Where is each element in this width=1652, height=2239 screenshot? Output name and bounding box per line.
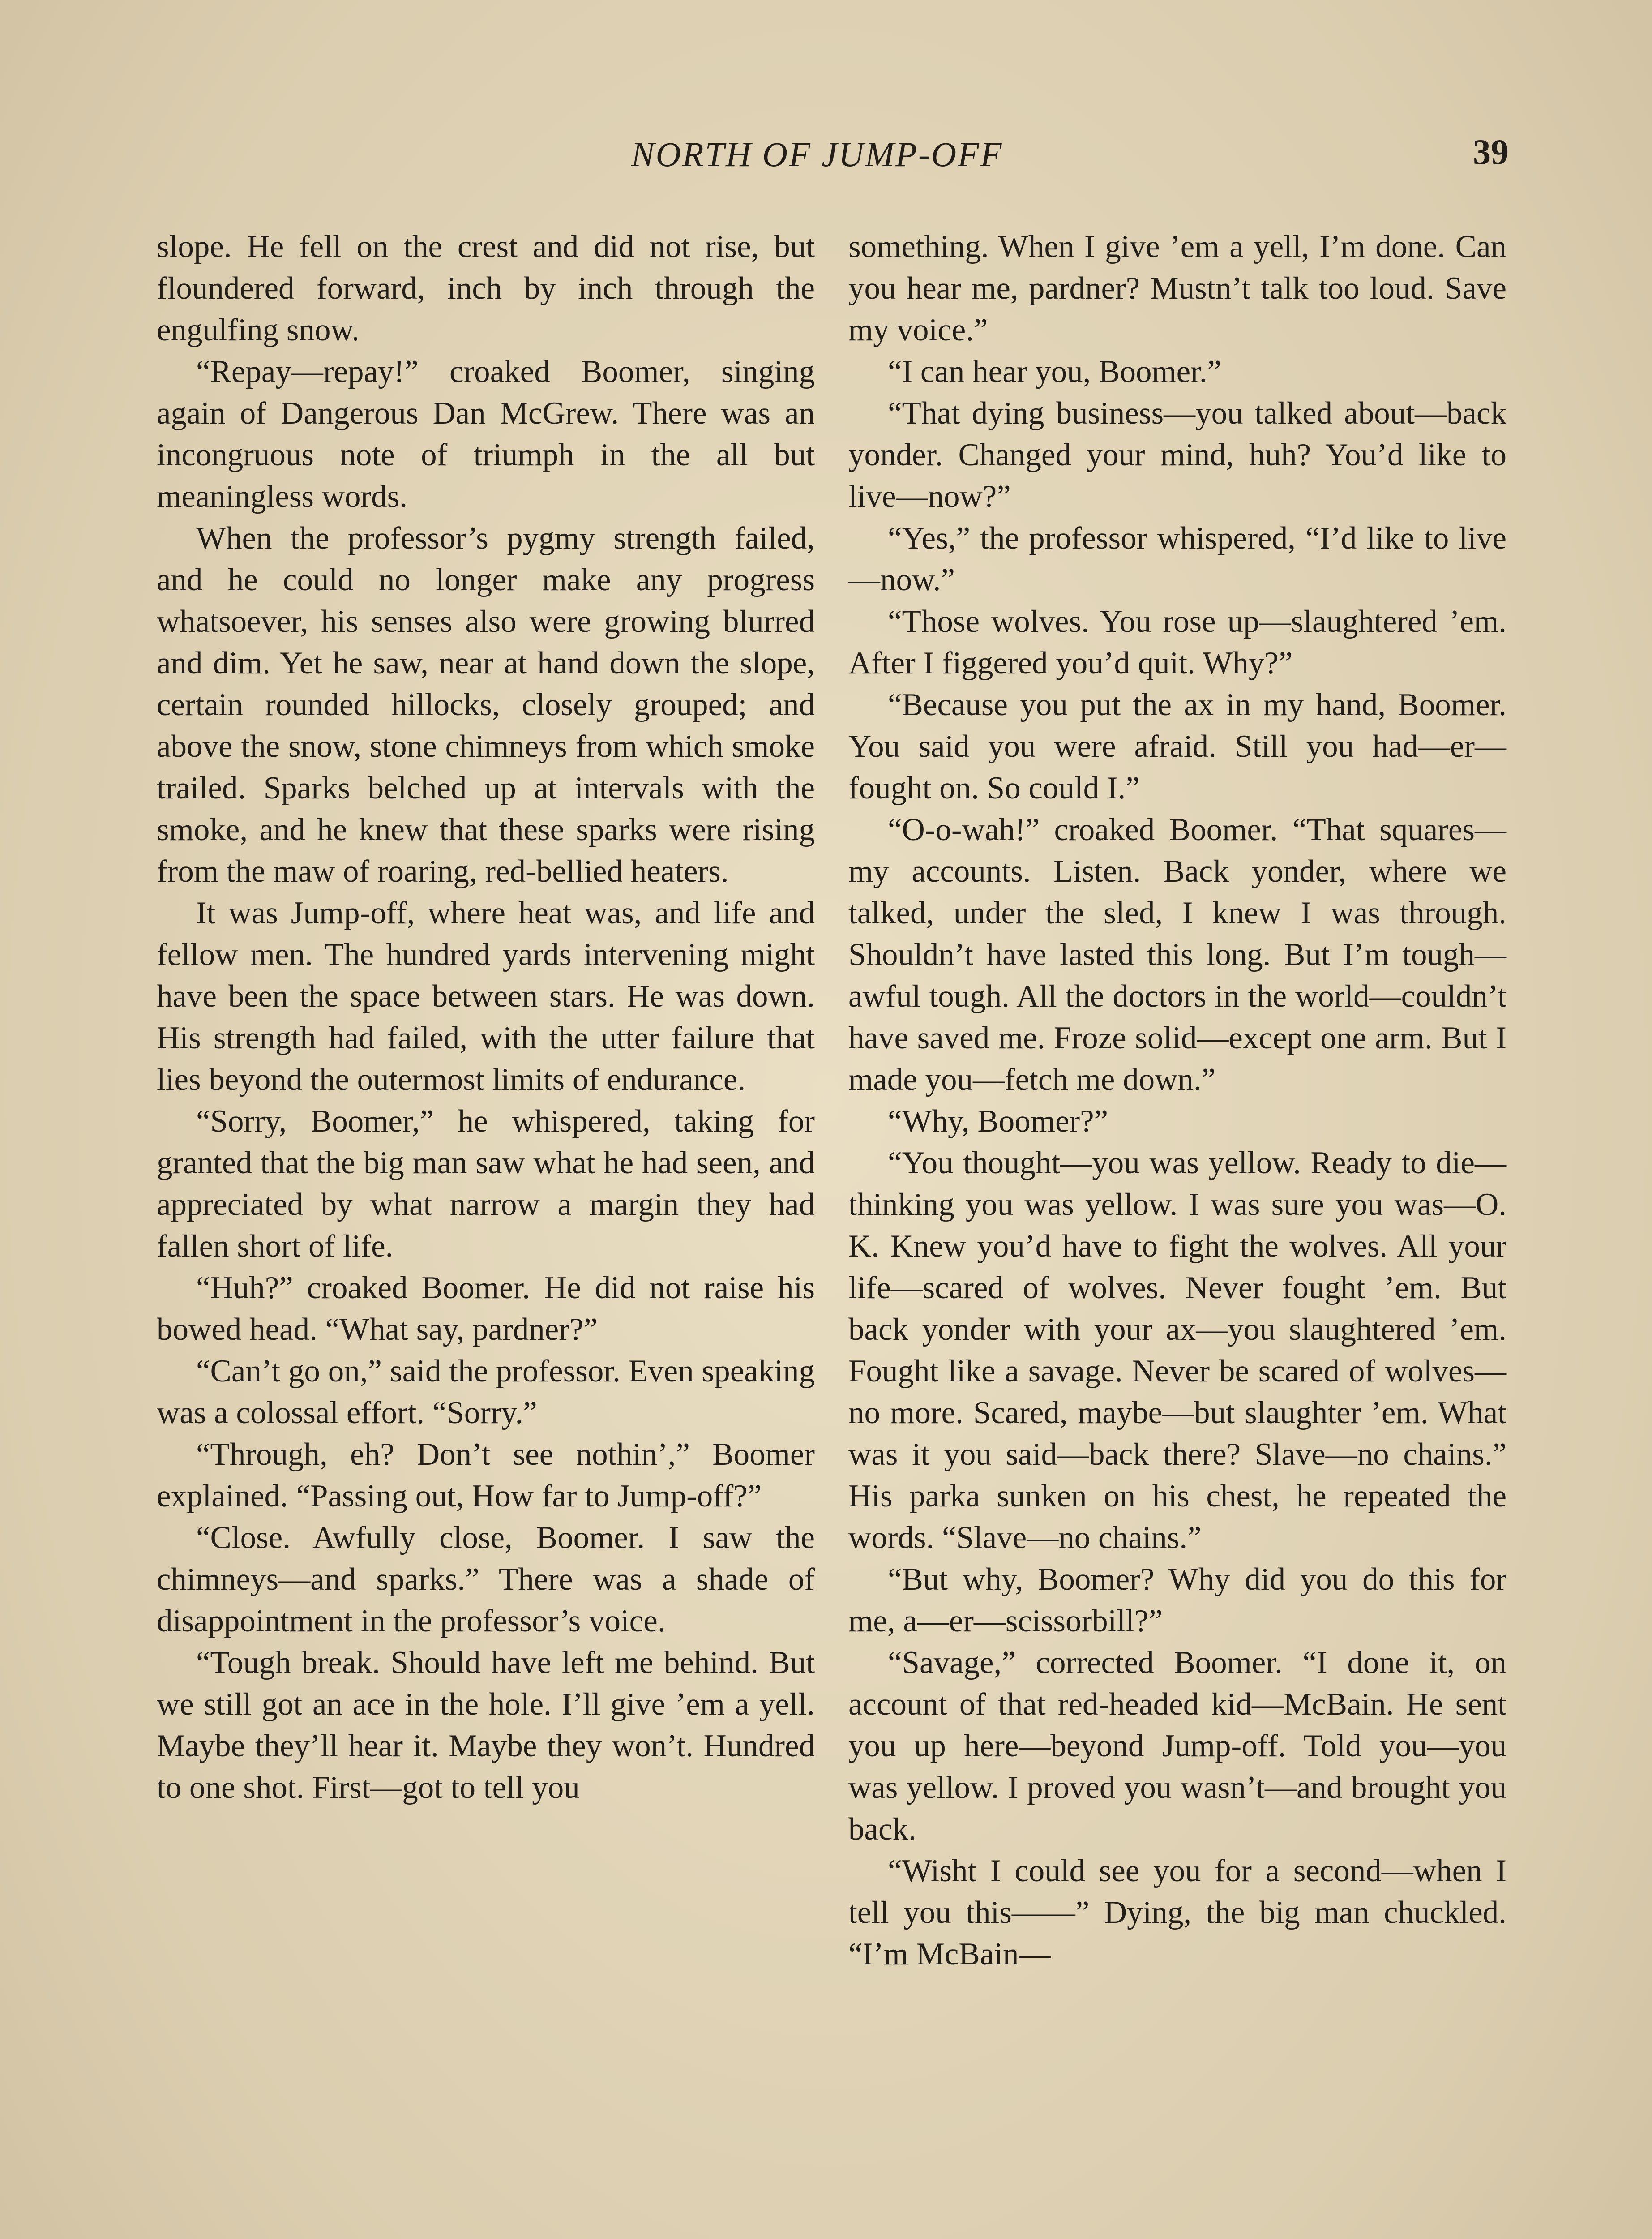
paragraph: “Sorry, Boomer,” he whispered, taking for granted that the big man saw what he had seen, and appreciated by what narrow a margin they had fallen short of life. [157, 1104, 815, 1264]
paragraph: “Can’t go on,” said the professor. Even speaking was a colossal effort. “Sorry.” [157, 1354, 815, 1430]
paragraph: “Through, eh? Don’t see nothin’,” Boomer explained. “Passing out, How far to Jump-off?” [157, 1437, 815, 1514]
paragraph: “Close. Awfully close, Boomer. I saw the chimneys—and sparks.” There was a shade of disappointment in the professor’s voice. [157, 1520, 815, 1639]
paragraph: “But why, Boomer? Why did you do this for me, a—er—scissorbill?” [848, 1562, 1506, 1639]
paragraph: something. When I give ’em a yell, I’m done. Can you hear me, pardner? Mustn’t talk too loud. Save my voice.” [848, 229, 1506, 347]
paragraph: “Savage,” corrected Boomer. “I done it, on account of that red-headed kid—McBain. He sent you up here—beyond Jump-off. Told you—you was yellow. I proved you wasn’t—and brought you back. [848, 1645, 1506, 1847]
paragraph: “I can hear you, Boomer.” [888, 354, 1222, 389]
paragraph: “Yes,” the professor whispered, “I’d like to live—now.” [848, 521, 1506, 597]
paragraph: “Because you put the ax in my hand, Boomer. You said you were afraid. Still you had—er—fought on. So could I.” [848, 687, 1506, 806]
paragraph: “Why, Boomer?” [888, 1104, 1108, 1139]
left-text-column [157, 226, 815, 1809]
paragraph: “That dying business—you talked about—back yonder. Changed your mind, huh? You’d like to live—now?” [848, 396, 1506, 514]
running-header-title: NORTH OF JUMP-OFF [631, 135, 1003, 174]
paragraph: slope. He fell on the crest and did not rise, but floundered forward, inch by inch through the engulfing snow. [157, 229, 815, 347]
paragraph: “Huh?” croaked Boomer. He did not raise his bowed head. “What say, pardner?” [157, 1270, 815, 1347]
paragraph: “Repay—repay!” croaked Boomer, singing again of Dangerous Dan McGrew. There was an incongruous note of triumph in the all but meaningless words. [157, 354, 815, 514]
paragraph: “Those wolves. You rose up—slaughtered ’em. After I figgered you’d quit. Why?” [848, 604, 1506, 681]
page-number: 39 [1473, 133, 1509, 172]
right-text-column [848, 226, 1506, 1975]
paragraph: “Wisht I could see you for a second—when I tell you this——” Dying, the big man chuckled. “I’m McBain— [848, 1853, 1506, 1972]
paragraph: It was Jump-off, where heat was, and life and fellow men. The hundred yards intervening might have been the space between stars. He was down. His strength had failed, with the utter failure that lies beyond the outermost limits of endurance. [157, 896, 815, 1097]
paragraph: When the professor’s pygmy strength failed, and he could no longer make any progress whatsoever, his senses also were growing blurred and dim. Yet he saw, near at hand down the slope, certain rounded hillocks, closely grouped; and above the snow, stone chimneys from which smoke trailed. Sparks belched up at intervals with the smoke, and he knew that these sparks were rising from the maw of roaring, red-bellied heaters. [157, 521, 815, 889]
paragraph: “Tough break. Should have left me behind. But we still got an ace in the hole. I’ll give ’em a yell. Maybe they’ll hear it. Maybe they won’t. Hundred to one shot. First—got to tell you [157, 1645, 815, 1805]
paragraph: “You thought—you was yellow. Ready to die—thinking you was yellow. I was sure you was—O. K. Knew you’d have to fight the wolves. All your life—scared of wolves. Never fought ’em. But back yonder with your ax—you slaughtered ’em. Fought like a savage. Never be scared of wolves—no more. Scared, maybe—but slaughter ’em. What was it you said—back there? Slave—no chains.” His parka sunken on his chest, he repeated the words. “Slave—no chains.” [848, 1145, 1506, 1555]
paragraph: “O-o-wah!” croaked Boomer. “That squares—my accounts. Listen. Back yonder, where we talked, under the sled, I knew I was through. Shouldn’t have lasted this long. But I’m tough—awful tough. All the doctors in the world—couldn’t have saved me. Froze solid—except one arm. But I made you—fetch me down.” [848, 812, 1506, 1097]
